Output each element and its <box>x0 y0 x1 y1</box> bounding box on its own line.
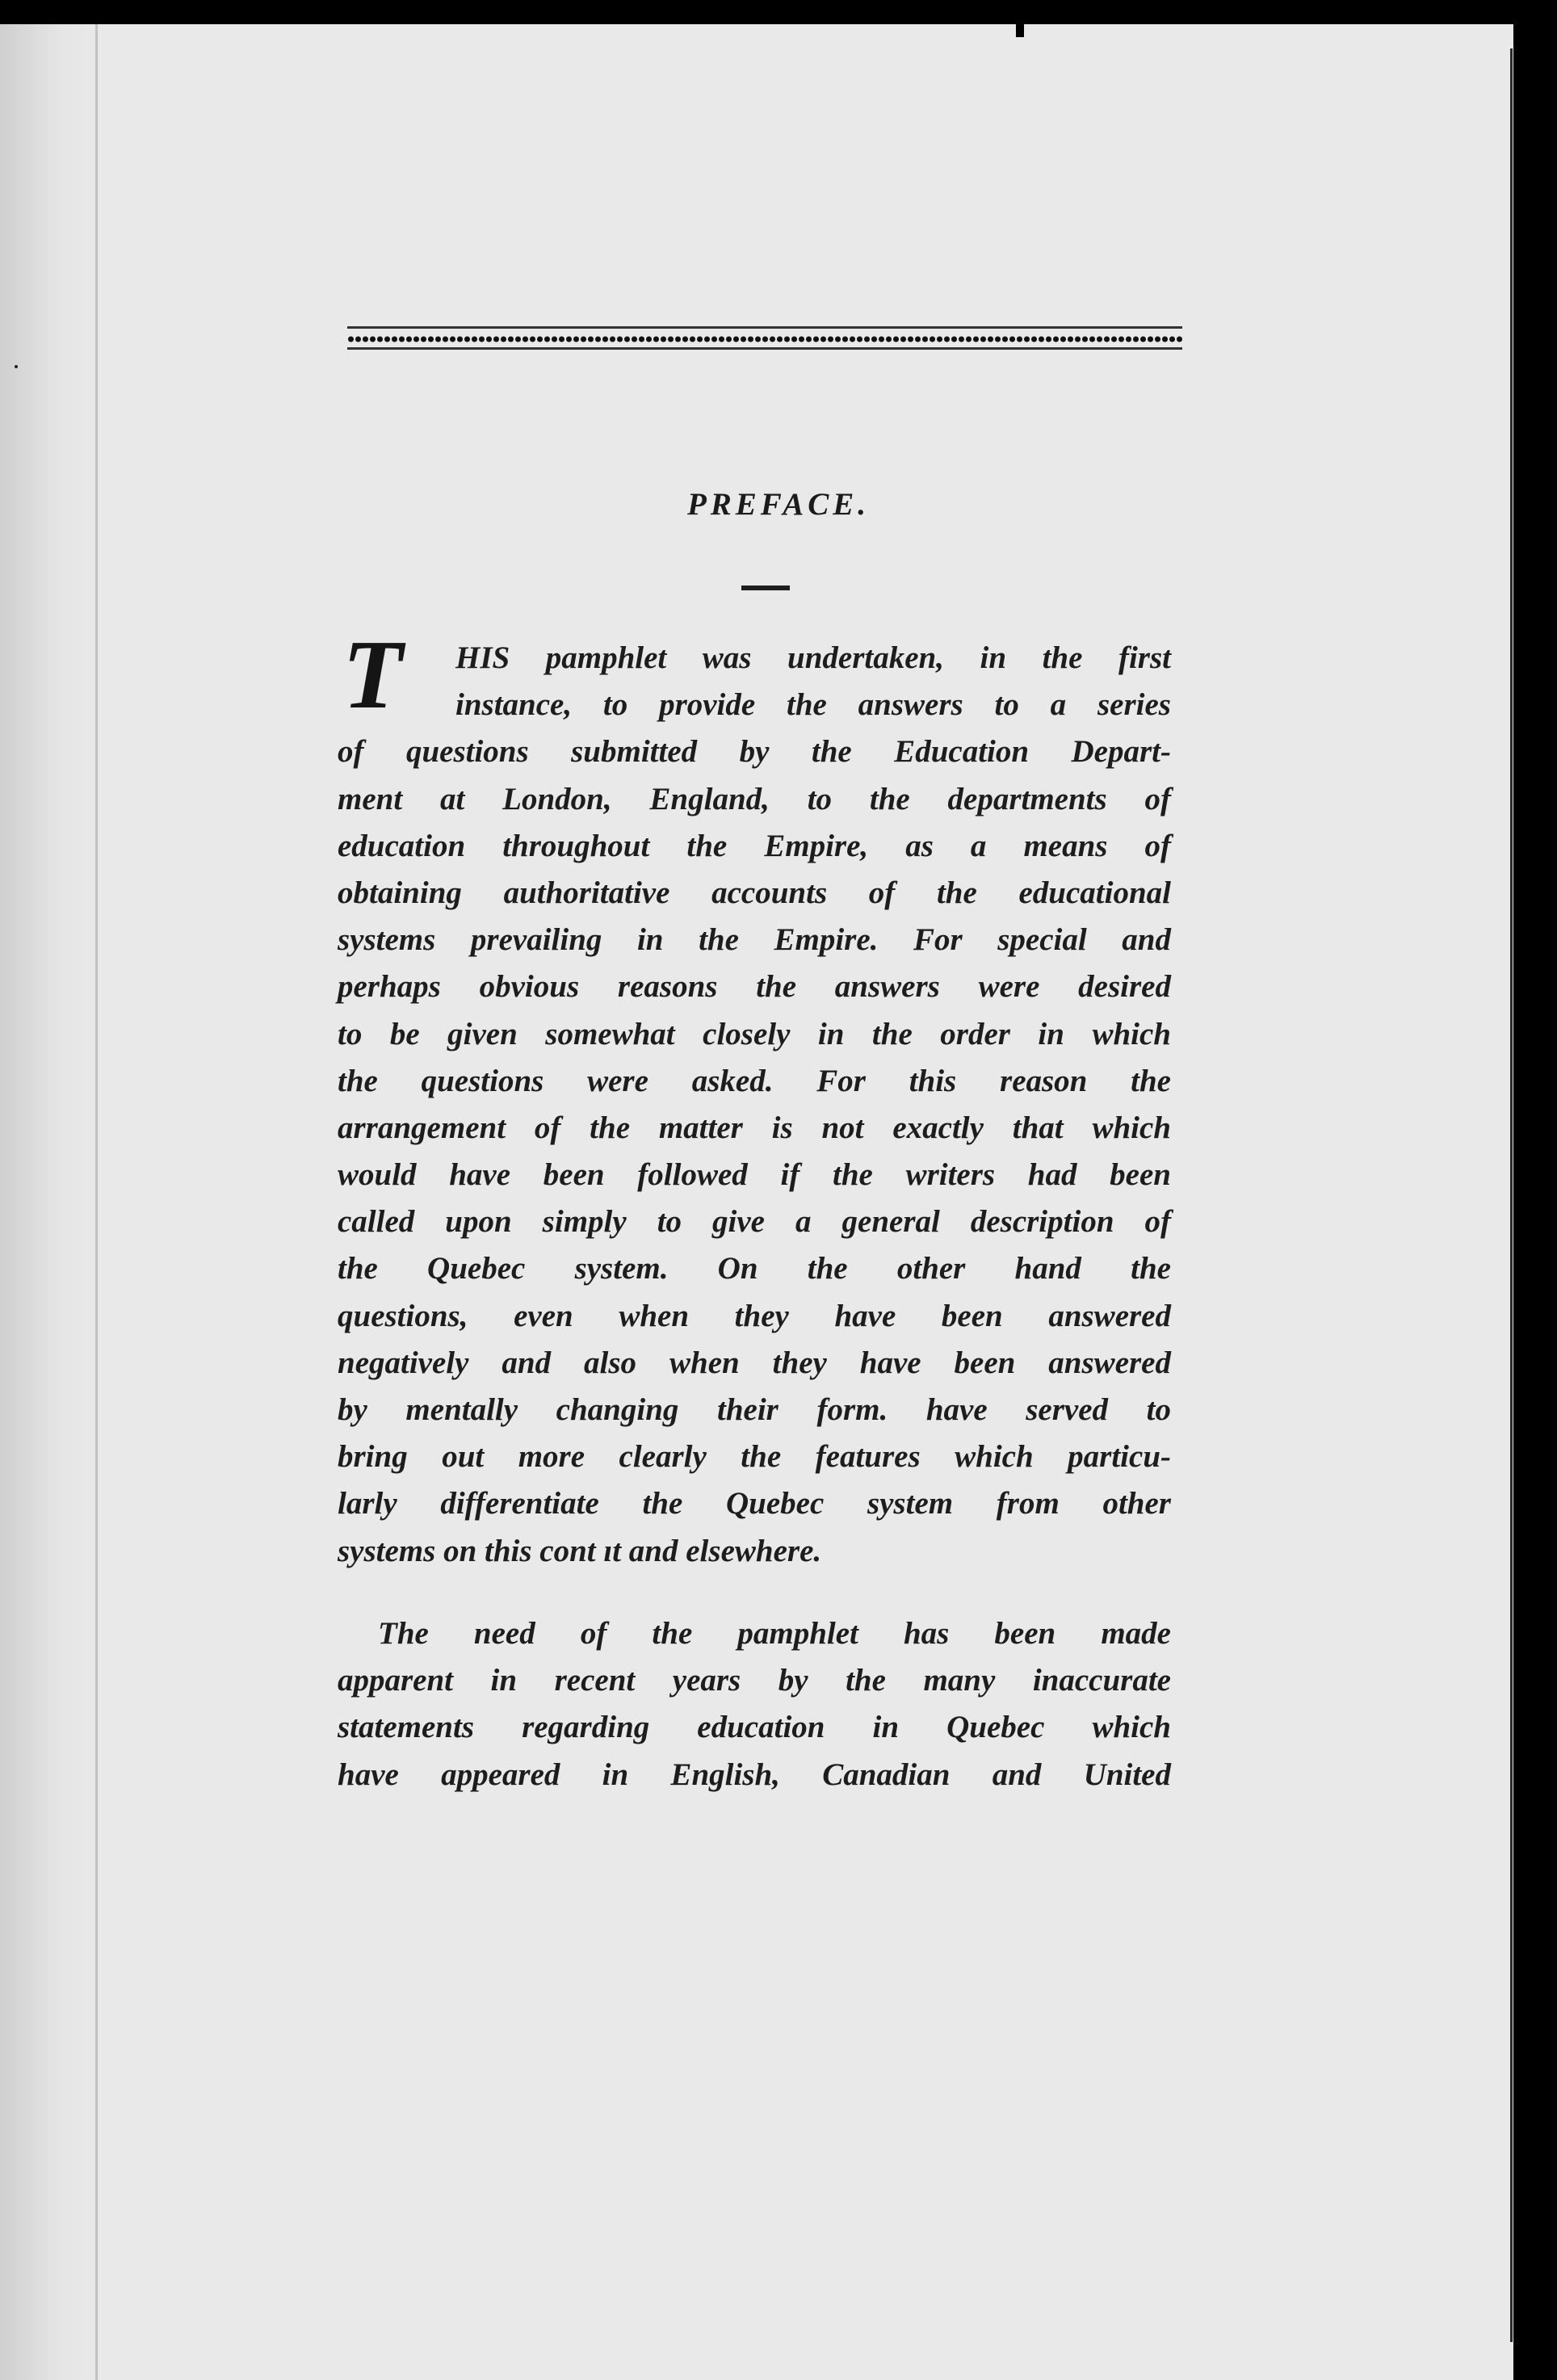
text-line: would have been followed if the writers had been <box>338 1157 1171 1193</box>
text-line: of questions submitted by the Education Depart- <box>338 734 1171 770</box>
text-line: ment at London, England, to the departments of <box>338 781 1171 816</box>
text-line: education throughout the Empire, as a means of <box>338 828 1171 863</box>
text-line: instance, to provide the answers to a series <box>455 687 1171 723</box>
text-line: systems on this cont ıt and elsewhere. <box>338 1533 822 1568</box>
scan-notch-mark <box>1016 23 1024 37</box>
text-line: statements regarding education in Quebec which <box>338 1710 1171 1745</box>
text-line: questions, even when they have been answered <box>338 1298 1171 1333</box>
page-gutter-shadow <box>0 24 105 2380</box>
text-line: arrangement of the matter is not exactly that which <box>338 1110 1171 1145</box>
text-line: to be given somewhat closely in the order in which <box>338 1016 1171 1051</box>
rule-bottom-line <box>347 347 1182 350</box>
text-line: The need of the pamphlet has been made <box>378 1616 1171 1651</box>
text-line: bring out more clearly the features which particu- <box>338 1439 1171 1475</box>
paragraph-1 <box>338 635 1171 1575</box>
page-edge-border <box>1510 48 1513 2342</box>
text-line: by mentally changing their form. have served to <box>338 1392 1171 1427</box>
stray-ink-dot <box>15 365 18 368</box>
paragraph-2 <box>338 1610 1171 1799</box>
text-line: apparent in recent years by the many inaccurate <box>338 1663 1171 1698</box>
rule-dotted-band <box>347 334 1182 345</box>
text-line: HIS pamphlet was undertaken, in the first <box>455 640 1171 675</box>
text-line: obtaining authoritative accounts of the educational <box>338 875 1171 910</box>
text-line: perhaps obvious reasons the answers were desired <box>338 969 1171 1005</box>
text-line: negatively and also when they have been answered <box>338 1345 1171 1380</box>
title-dash-rule <box>741 586 790 590</box>
page-title: PREFACE. <box>686 487 871 522</box>
text-line: systems prevailing in the Empire. For special and <box>338 922 1171 958</box>
text-line: have appeared in English, Canadian and United <box>338 1757 1171 1792</box>
text-line: the questions were asked. For this reason the <box>338 1063 1171 1098</box>
text-line: called upon simply to give a general description of <box>338 1204 1171 1240</box>
rule-top-line <box>347 326 1182 329</box>
drop-cap: T <box>342 620 403 729</box>
ornamental-rule <box>347 326 1182 352</box>
text-line: larly differentiate the Quebec system from other <box>338 1486 1171 1522</box>
text-line: the Quebec system. On the other hand the <box>338 1251 1171 1287</box>
page-fold-line <box>95 24 98 2380</box>
